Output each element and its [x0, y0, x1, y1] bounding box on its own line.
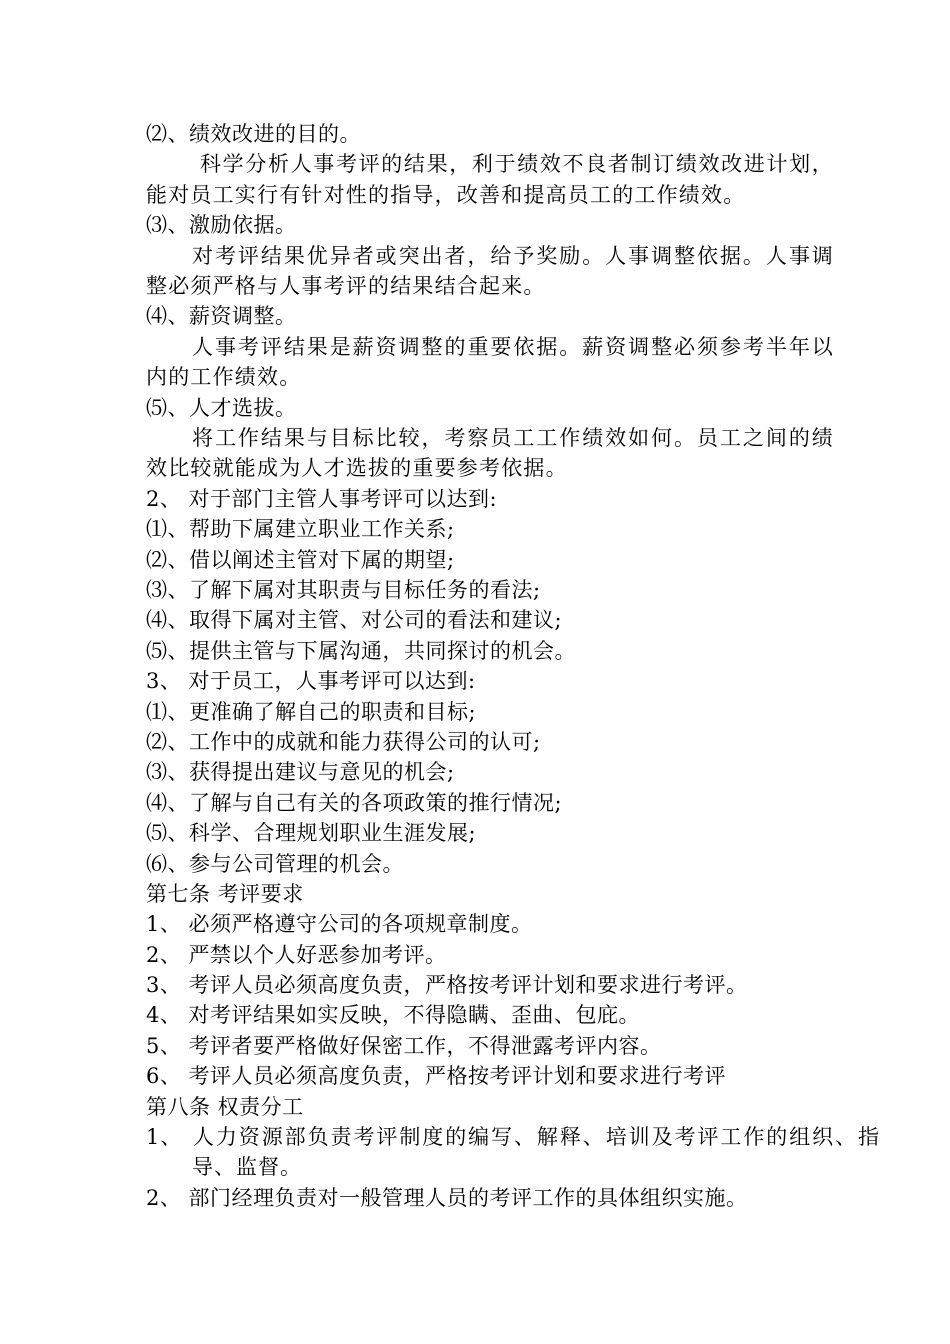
section-item: 2、 对于部门主管人事考评可以达到: [146, 486, 498, 511]
list-item: ⑷、薪资调整。 [146, 304, 297, 329]
paragraph: 科学分析人事考评的结果，利于绩效不良者制订绩效改进计划，能对员工实行有针对性的指导，改善和提高员工的工作绩效。 [146, 152, 834, 207]
section-item: 3、 对于员工，人事考评可以达到: [146, 669, 476, 694]
list-item: ⑹、参与公司管理的机会。 [146, 851, 404, 876]
article-heading: 第八条 权责分工 [146, 1094, 304, 1119]
list-number: 1、 [146, 1125, 183, 1150]
list-item: ⑸、科学、合理规划职业生涯发展; [146, 821, 477, 846]
list-item: ⑸、人才选拔。 [146, 395, 297, 420]
list-item: 6、 考评人员必须高度负责，严格按考评计划和要求进行考评 [146, 1064, 727, 1089]
list-item: ⑴、帮助下属建立职业工作关系; [146, 517, 455, 542]
list-item [146, 1122, 880, 1183]
list-item: ⑶、激励依据。 [146, 213, 297, 238]
list-item: ⑸、提供主管与下属沟通，共同探讨的机会。 [146, 638, 576, 663]
paragraph: 人事考评结果是薪资调整的重要依据。薪资调整必须参考半年以内的工作绩效。 [146, 334, 834, 390]
list-item: ⑵、工作中的成就和能力获得公司的认可; [146, 729, 541, 754]
list-item: ⑷、了解与自己有关的各项政策的推行情况; [146, 790, 563, 815]
list-item: ⑷、取得下属对主管、对公司的看法和建议; [146, 608, 563, 633]
list-item-text: 人力资源部负责考评制度的编写、解释、培训及考评工作的组织、指导、监督。 [192, 1125, 880, 1180]
list-item: ⑶、了解下属对其职责与目标任务的看法; [146, 577, 541, 602]
list-item: 5、 考评者要严格做好保密工作，不得泄露考评内容。 [146, 1033, 662, 1058]
list-item: 1、 必须严格遵守公司的各项规章制度。 [146, 912, 533, 937]
document-body [146, 119, 880, 1213]
list-item: ⑴、更准确了解自己的职责和目标; [146, 699, 477, 724]
list-item: 2、 严禁以个人好恶参加考评。 [146, 942, 447, 967]
list-item: ⑵、绩效改进的目的。 [146, 122, 361, 146]
list-item: ⑶、获得提出建议与意见的机会; [146, 760, 455, 785]
article-heading: 第七条 考评要求 [146, 881, 304, 906]
list-item: 3、 考评人员必须高度负责，严格按考评计划和要求进行考评。 [146, 973, 748, 998]
paragraph: 将工作结果与目标比较，考察员工工作绩效如何。员工之间的绩效比较就能成为人才选拔的重要参考依据。 [146, 426, 834, 481]
paragraph: 对考评结果优异者或突出者，给予奖励。人事调整依据。人事调整必须严格与人事考评的结果结合起来。 [146, 243, 834, 298]
list-item: 4、 对考评结果如实反映，不得隐瞒、歪曲、包庇。 [146, 1003, 641, 1028]
list-item: 2、 部门经理负责对一般管理人员的考评工作的具体组织实施。 [146, 1185, 748, 1210]
list-item: ⑵、借以阐述主管对下属的期望; [146, 547, 455, 572]
